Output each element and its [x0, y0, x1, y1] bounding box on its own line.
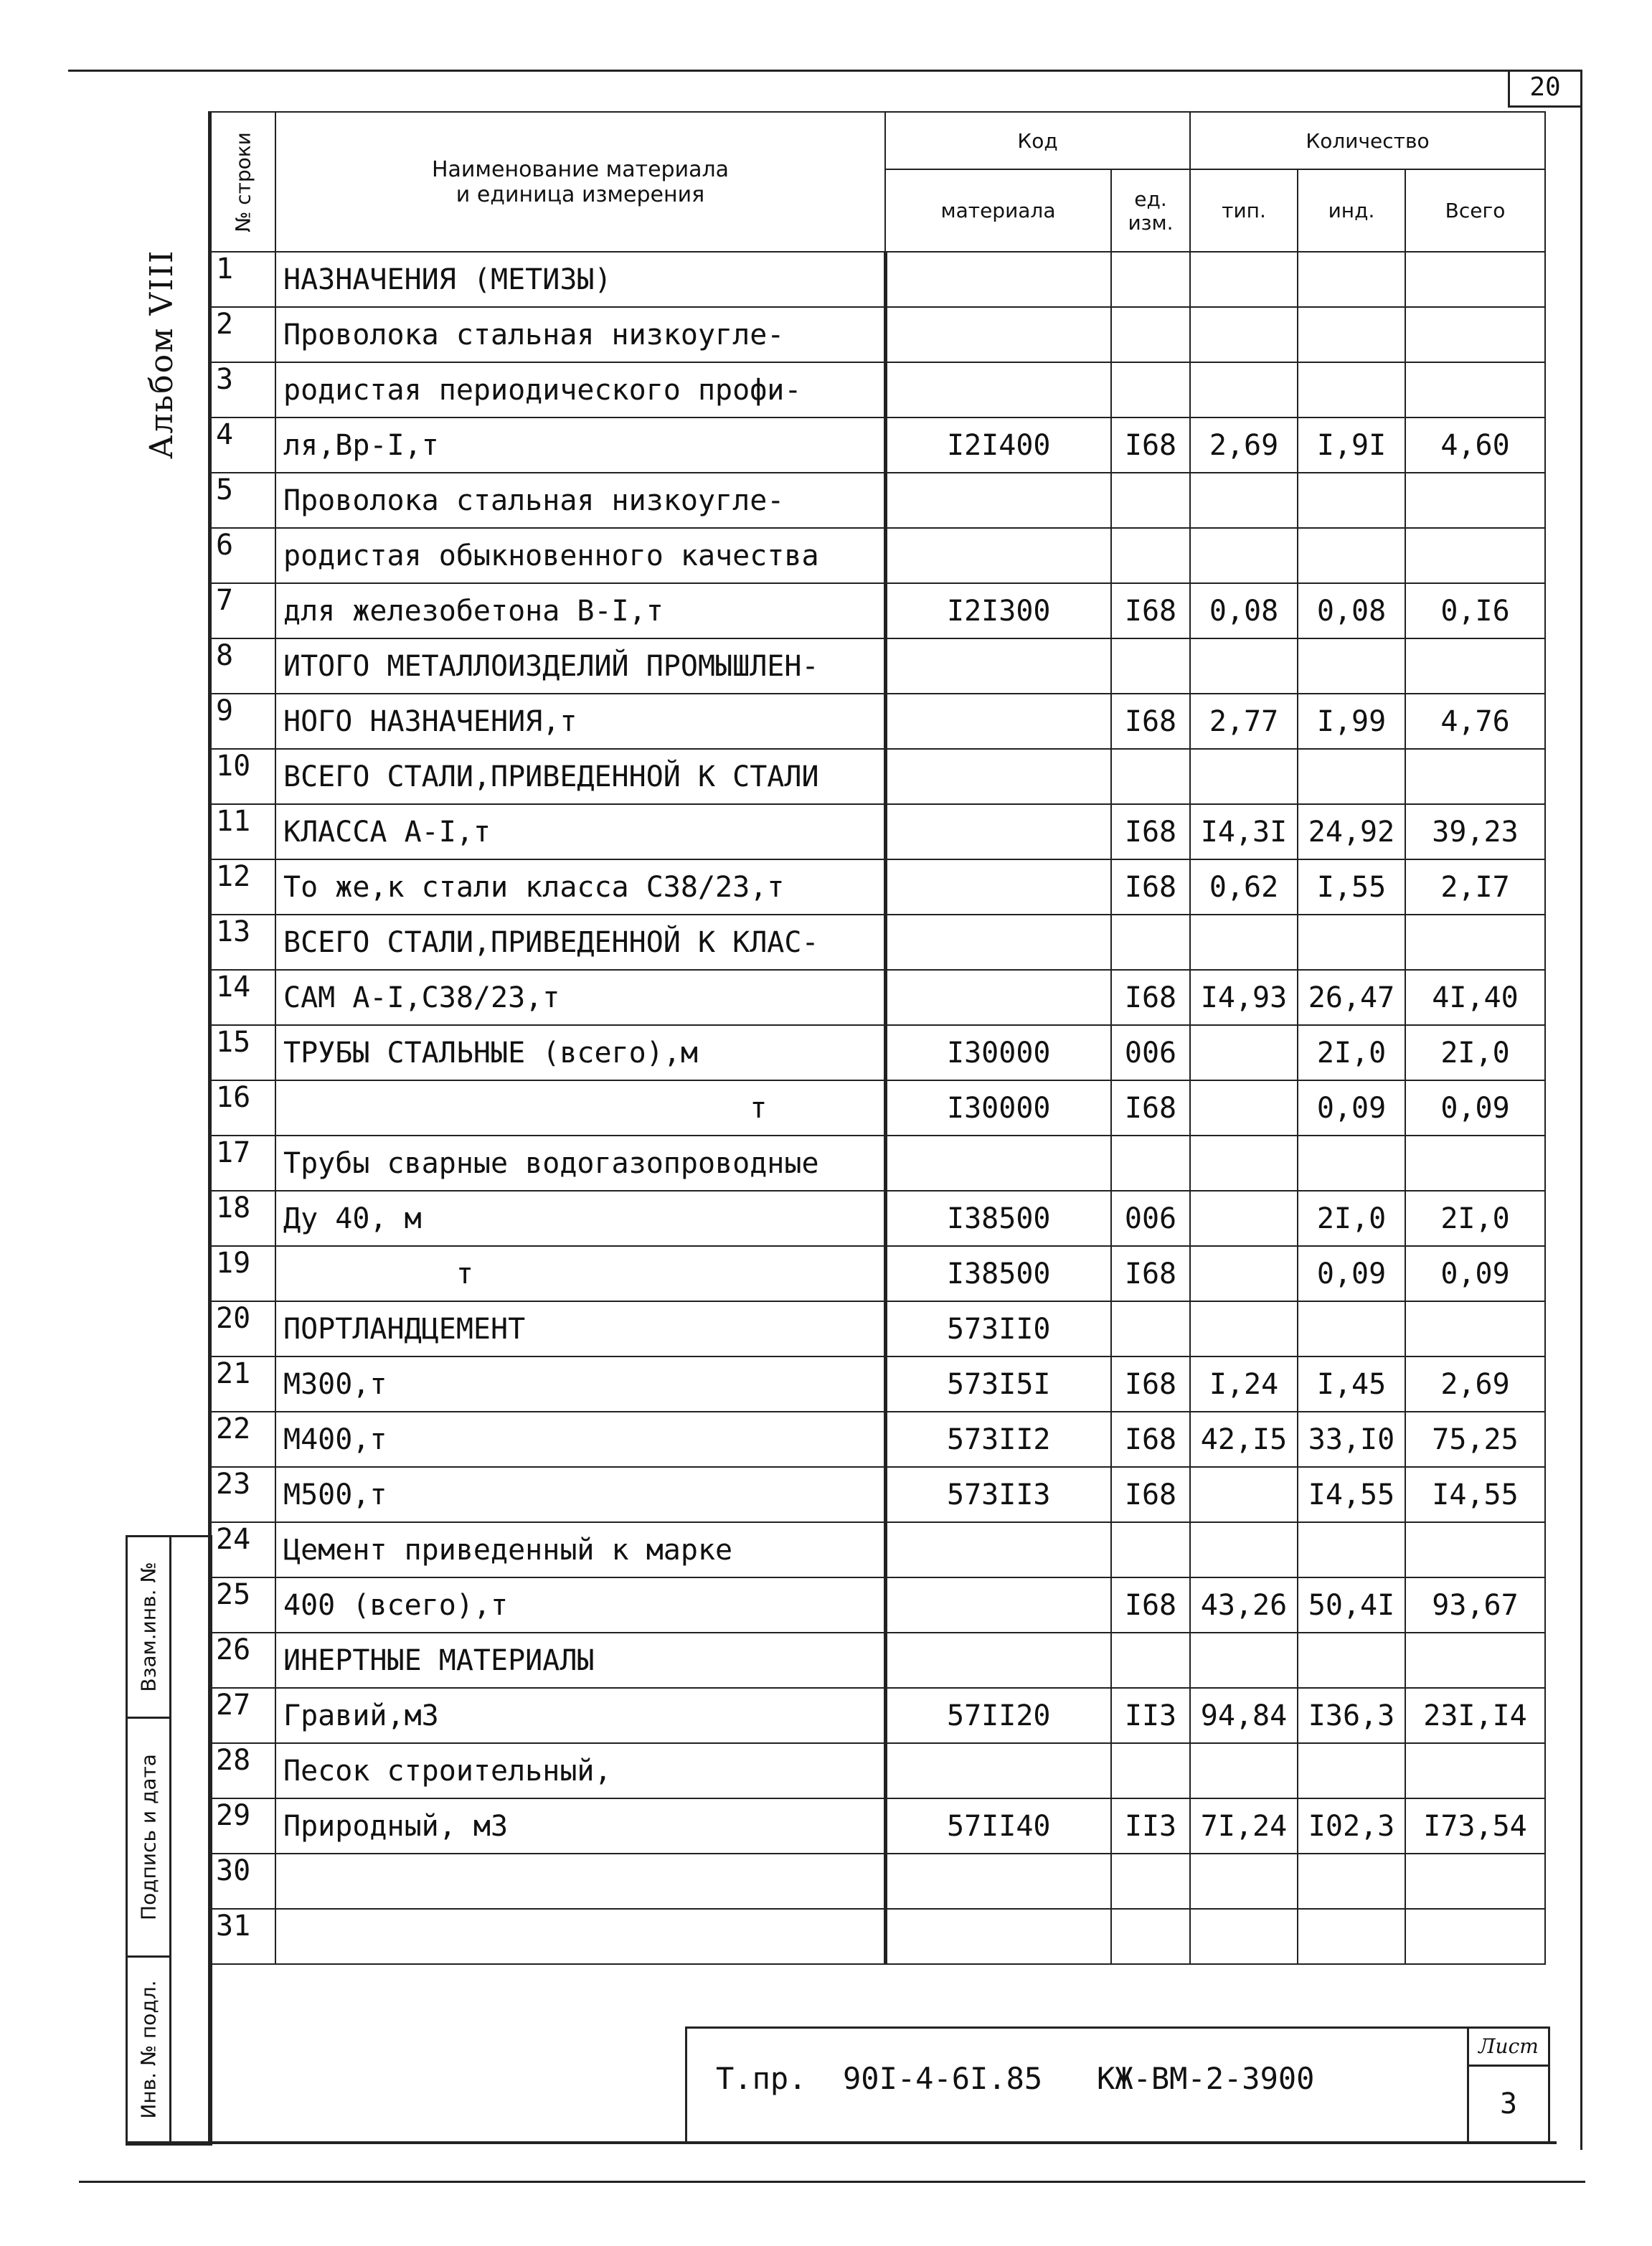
row-number-cell: 31	[211, 1909, 275, 1964]
row-number-cell: 1	[211, 252, 275, 307]
frame-top-border	[68, 70, 1582, 72]
unit-code-cell: I68	[1111, 694, 1190, 749]
material-name-cell: ВСЕГО СТАЛИ,ПРИВЕДЕННОЙ К КЛАС-	[275, 915, 885, 970]
qty-ind-cell: I36,3	[1298, 1688, 1405, 1743]
material-code-cell	[885, 1743, 1111, 1798]
unit-code-cell	[1111, 638, 1190, 694]
qty-typ-cell	[1190, 1909, 1298, 1964]
table-row	[211, 1356, 1545, 1412]
unit-code-cell	[1111, 528, 1190, 583]
table-row	[211, 1246, 1545, 1301]
unit-code-cell: I68	[1111, 1412, 1190, 1467]
material-name-cell: НАЗНАЧЕНИЯ (МЕТИЗЫ)	[275, 252, 885, 307]
qty-typ-cell	[1190, 362, 1298, 417]
row-number-cell: 19	[211, 1246, 275, 1301]
qty-ind-cell	[1298, 252, 1405, 307]
table-row	[211, 1633, 1545, 1688]
qty-typ-cell: I4,93	[1190, 970, 1298, 1025]
material-name-cell: САМ А-I,С38/23,т	[275, 970, 885, 1025]
table-row	[211, 583, 1545, 638]
table-row	[211, 528, 1545, 583]
material-name-cell: родистая обыкновенного качества	[275, 528, 885, 583]
table-row	[211, 1577, 1545, 1633]
qty-typ-cell	[1190, 528, 1298, 583]
table-row	[211, 473, 1545, 528]
qty-ind-cell: I,99	[1298, 694, 1405, 749]
table-row	[211, 1136, 1545, 1191]
material-name-cell: Трубы сварные водогазопроводные	[275, 1136, 885, 1191]
row-number-cell: 12	[211, 859, 275, 915]
qty-ind-cell	[1298, 1633, 1405, 1688]
qty-total-cell	[1405, 749, 1545, 804]
stamp-inv-replace: Взам.инв. №	[128, 1537, 169, 1719]
qty-typ-cell: 0,08	[1190, 583, 1298, 638]
qty-ind-cell: 0,08	[1298, 583, 1405, 638]
qty-ind-cell	[1298, 1743, 1405, 1798]
material-name-cell: т	[275, 1246, 885, 1301]
row-number-cell: 27	[211, 1688, 275, 1743]
material-name-cell: ВСЕГО СТАЛИ,ПРИВЕДЕННОЙ К СТАЛИ	[275, 749, 885, 804]
qty-ind-cell	[1298, 749, 1405, 804]
material-code-cell	[885, 1522, 1111, 1577]
table-row	[211, 1909, 1545, 1964]
material-name-cell: НОГО НАЗНАЧЕНИЯ,т	[275, 694, 885, 749]
frame-right-border	[1580, 70, 1582, 2150]
material-code-cell	[885, 915, 1111, 970]
table-row	[211, 252, 1545, 307]
qty-total-cell: 39,23	[1405, 804, 1545, 859]
row-number-cell: 6	[211, 528, 275, 583]
material-name-cell: ТРУБЫ СТАЛЬНЫЕ (всего),м	[275, 1025, 885, 1080]
material-code-cell: I38500	[885, 1191, 1111, 1246]
row-number-cell: 25	[211, 1577, 275, 1633]
table-row	[211, 859, 1545, 915]
table-row	[211, 417, 1545, 473]
material-name-cell: Песок строительный,	[275, 1743, 885, 1798]
qty-total-cell	[1405, 473, 1545, 528]
row-number-cell: 18	[211, 1191, 275, 1246]
row-number-cell: 21	[211, 1356, 275, 1412]
album-label: Альбом VIII	[143, 249, 180, 459]
unit-code-cell: I68	[1111, 1577, 1190, 1633]
qty-ind-cell: I4,55	[1298, 1467, 1405, 1522]
material-name-cell: КЛАССА А-I,т	[275, 804, 885, 859]
material-code-cell: I2I400	[885, 417, 1111, 473]
unit-code-cell: I68	[1111, 1246, 1190, 1301]
qty-ind-cell	[1298, 1854, 1405, 1909]
table-row	[211, 1080, 1545, 1136]
qty-total-cell: 4I,40	[1405, 970, 1545, 1025]
row-number-cell: 14	[211, 970, 275, 1025]
qty-ind-cell	[1298, 915, 1405, 970]
material-name-cell	[275, 1854, 885, 1909]
table-row	[211, 1301, 1545, 1356]
row-number-cell: 24	[211, 1522, 275, 1577]
qty-typ-cell	[1190, 1246, 1298, 1301]
row-number-cell: 5	[211, 473, 275, 528]
qty-total-cell: 2,69	[1405, 1356, 1545, 1412]
unit-code-cell	[1111, 252, 1190, 307]
material-code-cell	[885, 1633, 1111, 1688]
material-code-cell	[885, 859, 1111, 915]
qty-ind-cell	[1298, 638, 1405, 694]
material-name-cell: ИТОГО МЕТАЛЛОИЗДЕЛИЙ ПРОМЫШЛЕН-	[275, 638, 885, 694]
qty-ind-cell	[1298, 1301, 1405, 1356]
qty-total-cell: 2I,0	[1405, 1025, 1545, 1080]
sheet-label: Лист	[1467, 2029, 1548, 2067]
row-number-cell: 22	[211, 1412, 275, 1467]
material-code-cell: I30000	[885, 1080, 1111, 1136]
qty-typ-cell: I4,3I	[1190, 804, 1298, 859]
qty-total-cell	[1405, 1854, 1545, 1909]
row-number-cell: 8	[211, 638, 275, 694]
material-code-cell	[885, 694, 1111, 749]
material-name-cell: М500,т	[275, 1467, 885, 1522]
qty-typ-cell: I,24	[1190, 1356, 1298, 1412]
qty-ind-cell	[1298, 1522, 1405, 1577]
qty-ind-cell	[1298, 473, 1405, 528]
qty-typ-cell	[1190, 307, 1298, 362]
unit-code-cell: I68	[1111, 417, 1190, 473]
qty-total-cell: 93,67	[1405, 1577, 1545, 1633]
unit-code-cell: I68	[1111, 804, 1190, 859]
material-code-cell	[885, 804, 1111, 859]
qty-total-cell	[1405, 362, 1545, 417]
qty-typ-cell: 2,69	[1190, 417, 1298, 473]
materials-table	[210, 111, 1546, 1965]
material-name-cell: Ду 40, м	[275, 1191, 885, 1246]
qty-total-cell: 0,09	[1405, 1246, 1545, 1301]
table-row	[211, 1688, 1545, 1743]
stamp-inv-original: Инв. № подл.	[136, 1980, 161, 2119]
qty-typ-cell	[1190, 1191, 1298, 1246]
unit-code-cell	[1111, 1136, 1190, 1191]
qty-ind-cell: 33,I0	[1298, 1412, 1405, 1467]
material-code-cell	[885, 473, 1111, 528]
title-block	[685, 2026, 1550, 2144]
header-code-unit: ед. изм.	[1111, 169, 1190, 252]
document-code: Т.пр. 90I-4-6I.85 КЖ-ВМ-2-3900	[716, 2061, 1315, 2096]
qty-ind-cell: I,9I	[1298, 417, 1405, 473]
table-row	[211, 1025, 1545, 1080]
material-code-cell	[885, 638, 1111, 694]
sheet-number: 3	[1467, 2067, 1548, 2142]
unit-code-cell: II3	[1111, 1798, 1190, 1854]
qty-typ-cell: 7I,24	[1190, 1798, 1298, 1854]
header-row-number: № строки	[211, 112, 275, 252]
qty-typ-cell: 0,62	[1190, 859, 1298, 915]
stamp-divider	[169, 1537, 171, 2143]
material-name-cell: М300,т	[275, 1356, 885, 1412]
row-number-cell: 20	[211, 1301, 275, 1356]
qty-total-cell: 2,I7	[1405, 859, 1545, 915]
unit-code-cell: 006	[1111, 1191, 1190, 1246]
row-number-cell: 13	[211, 915, 275, 970]
table-row	[211, 1191, 1545, 1246]
unit-code-cell	[1111, 915, 1190, 970]
qty-ind-cell: 2I,0	[1298, 1025, 1405, 1080]
row-number-cell: 30	[211, 1854, 275, 1909]
unit-code-cell	[1111, 749, 1190, 804]
table-row	[211, 362, 1545, 417]
material-name-cell: М400,т	[275, 1412, 885, 1467]
row-number-cell: 11	[211, 804, 275, 859]
qty-typ-cell	[1190, 1633, 1298, 1688]
qty-typ-cell	[1190, 252, 1298, 307]
qty-ind-cell: I02,3	[1298, 1798, 1405, 1854]
header-material-name: Наименование материала и единица измерения	[275, 112, 885, 252]
qty-total-cell: I73,54	[1405, 1798, 1545, 1854]
material-name-cell: 400 (всего),т	[275, 1577, 885, 1633]
row-number-cell: 16	[211, 1080, 275, 1136]
material-code-cell	[885, 970, 1111, 1025]
table-row	[211, 1798, 1545, 1854]
row-number-cell: 29	[211, 1798, 275, 1854]
qty-total-cell	[1405, 1522, 1545, 1577]
table-row	[211, 307, 1545, 362]
row-number-cell: 9	[211, 694, 275, 749]
qty-typ-cell	[1190, 473, 1298, 528]
qty-total-cell: 0,I6	[1405, 583, 1545, 638]
material-code-cell: 573II2	[885, 1412, 1111, 1467]
material-name-cell: ИНЕРТНЫЕ МАТЕРИАЛЫ	[275, 1633, 885, 1688]
qty-total-cell	[1405, 1743, 1545, 1798]
unit-code-cell: I68	[1111, 583, 1190, 638]
qty-typ-cell	[1190, 1522, 1298, 1577]
qty-total-cell: 4,60	[1405, 417, 1545, 473]
qty-total-cell: I4,55	[1405, 1467, 1545, 1522]
header-qty-total: Всего	[1405, 169, 1545, 252]
qty-total-cell	[1405, 915, 1545, 970]
unit-code-cell: 006	[1111, 1025, 1190, 1080]
qty-total-cell: 0,09	[1405, 1080, 1545, 1136]
unit-code-cell: I68	[1111, 970, 1190, 1025]
qty-typ-cell	[1190, 1467, 1298, 1522]
stamp-sign-date: Подпись и дата	[128, 1719, 169, 1958]
table-row	[211, 749, 1545, 804]
material-name-cell: Цемент приведенный к марке	[275, 1522, 885, 1577]
qty-total-cell: 4,76	[1405, 694, 1545, 749]
qty-typ-cell	[1190, 1854, 1298, 1909]
unit-code-cell	[1111, 473, 1190, 528]
stamp-column	[126, 1535, 212, 2146]
material-code-cell	[885, 307, 1111, 362]
qty-total-cell	[1405, 252, 1545, 307]
qty-total-cell: 75,25	[1405, 1412, 1545, 1467]
table-row	[211, 1412, 1545, 1467]
material-name-cell: для железобетона В-I,т	[275, 583, 885, 638]
row-number-cell: 2	[211, 307, 275, 362]
material-code-cell: I38500	[885, 1246, 1111, 1301]
qty-ind-cell: 24,92	[1298, 804, 1405, 859]
qty-ind-cell: 0,09	[1298, 1080, 1405, 1136]
material-code-cell	[885, 1577, 1111, 1633]
unit-code-cell: II3	[1111, 1688, 1190, 1743]
row-number-cell: 26	[211, 1633, 275, 1688]
table-row	[211, 1743, 1545, 1798]
qty-ind-cell: 50,4I	[1298, 1577, 1405, 1633]
material-code-cell: 573II3	[885, 1467, 1111, 1522]
row-number-cell: 4	[211, 417, 275, 473]
page-number: 20	[1508, 70, 1582, 108]
unit-code-cell	[1111, 1633, 1190, 1688]
qty-total-cell	[1405, 307, 1545, 362]
qty-ind-cell	[1298, 1136, 1405, 1191]
material-code-cell: 57II20	[885, 1688, 1111, 1743]
qty-typ-cell	[1190, 1743, 1298, 1798]
unit-code-cell: I68	[1111, 1356, 1190, 1412]
qty-total-cell	[1405, 528, 1545, 583]
row-number-cell: 28	[211, 1743, 275, 1798]
material-code-cell: I2I300	[885, 583, 1111, 638]
header-qty-ind: инд.	[1298, 169, 1405, 252]
material-name-cell: родистая периодического профи-	[275, 362, 885, 417]
material-name-cell: Гравий,м3	[275, 1688, 885, 1743]
qty-total-cell	[1405, 1136, 1545, 1191]
row-number-cell: 10	[211, 749, 275, 804]
unit-code-cell	[1111, 307, 1190, 362]
header-code-group: Код	[885, 112, 1190, 169]
table-row	[211, 1522, 1545, 1577]
table-row	[211, 1467, 1545, 1522]
material-code-cell	[885, 1854, 1111, 1909]
unit-code-cell: I68	[1111, 1080, 1190, 1136]
qty-typ-cell	[1190, 638, 1298, 694]
material-name-cell	[275, 1909, 885, 1964]
qty-ind-cell: I,55	[1298, 859, 1405, 915]
material-code-cell	[885, 1136, 1111, 1191]
material-code-cell	[885, 362, 1111, 417]
material-code-cell: 573II0	[885, 1301, 1111, 1356]
material-name-cell: т	[275, 1080, 885, 1136]
qty-typ-cell: 2,77	[1190, 694, 1298, 749]
qty-typ-cell	[1190, 1080, 1298, 1136]
unit-code-cell	[1111, 1743, 1190, 1798]
qty-total-cell	[1405, 1633, 1545, 1688]
qty-typ-cell	[1190, 915, 1298, 970]
unit-code-cell	[1111, 1854, 1190, 1909]
table-row	[211, 638, 1545, 694]
header-quantity-group: Количество	[1190, 112, 1545, 169]
material-name-cell: Проволока стальная низкоугле-	[275, 473, 885, 528]
qty-typ-cell	[1190, 749, 1298, 804]
material-code-cell: I30000	[885, 1025, 1111, 1080]
qty-ind-cell: 0,09	[1298, 1246, 1405, 1301]
qty-typ-cell: 94,84	[1190, 1688, 1298, 1743]
table-row	[211, 1854, 1545, 1909]
unit-code-cell: I68	[1111, 859, 1190, 915]
material-name-cell: ля,Вр-I,т	[275, 417, 885, 473]
row-number-cell: 3	[211, 362, 275, 417]
qty-total-cell	[1405, 1909, 1545, 1964]
table-row	[211, 915, 1545, 970]
material-code-cell	[885, 1909, 1111, 1964]
material-name-cell: То же,к стали класса С38/23,т	[275, 859, 885, 915]
qty-total-cell: 23I,I4	[1405, 1688, 1545, 1743]
qty-ind-cell: I,45	[1298, 1356, 1405, 1412]
header-qty-typ: тип.	[1190, 169, 1298, 252]
unit-code-cell	[1111, 362, 1190, 417]
qty-ind-cell: 2I,0	[1298, 1191, 1405, 1246]
qty-typ-cell: 42,I5	[1190, 1412, 1298, 1467]
qty-typ-cell	[1190, 1301, 1298, 1356]
qty-total-cell: 2I,0	[1405, 1191, 1545, 1246]
material-name-cell: Природный, м3	[275, 1798, 885, 1854]
header-code-material: материала	[885, 169, 1111, 252]
qty-ind-cell	[1298, 362, 1405, 417]
qty-typ-cell	[1190, 1025, 1298, 1080]
row-number-cell: 7	[211, 583, 275, 638]
material-code-cell: 573I5I	[885, 1356, 1111, 1412]
material-name-cell: ПОРТЛАНДЦЕМЕНТ	[275, 1301, 885, 1356]
qty-typ-cell: 43,26	[1190, 1577, 1298, 1633]
qty-typ-cell	[1190, 1136, 1298, 1191]
qty-ind-cell	[1298, 1909, 1405, 1964]
unit-code-cell	[1111, 1301, 1190, 1356]
qty-ind-cell	[1298, 307, 1405, 362]
row-number-cell: 17	[211, 1136, 275, 1191]
material-code-cell	[885, 252, 1111, 307]
table-row	[211, 694, 1545, 749]
qty-ind-cell	[1298, 528, 1405, 583]
frame-bottom-border	[79, 2181, 1585, 2183]
material-name-cell: Проволока стальная низкоугле-	[275, 307, 885, 362]
material-code-cell	[885, 528, 1111, 583]
qty-total-cell	[1405, 638, 1545, 694]
qty-total-cell	[1405, 1301, 1545, 1356]
unit-code-cell	[1111, 1909, 1190, 1964]
materials-table-body	[211, 252, 1545, 1964]
material-code-cell	[885, 749, 1111, 804]
unit-code-cell	[1111, 1522, 1190, 1577]
unit-code-cell: I68	[1111, 1467, 1190, 1522]
qty-ind-cell: 26,47	[1298, 970, 1405, 1025]
row-number-cell: 23	[211, 1467, 275, 1522]
row-number-cell: 15	[211, 1025, 275, 1080]
table-row	[211, 970, 1545, 1025]
material-code-cell: 57II40	[885, 1798, 1111, 1854]
table-row	[211, 804, 1545, 859]
